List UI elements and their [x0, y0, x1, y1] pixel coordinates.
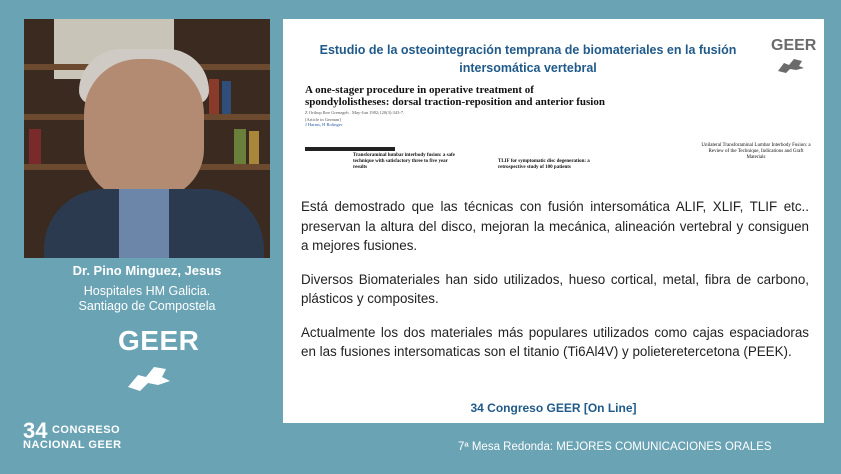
slide-title: [293, 41, 763, 77]
speaker-video: [24, 19, 270, 258]
spine-logo-icon: [774, 55, 808, 75]
book: [249, 131, 259, 164]
slide-logo-text: GEER: [771, 37, 817, 54]
paper-thumbnail: [701, 137, 811, 161]
congreso-word: NACIONAL GEER: [23, 439, 122, 451]
book: [209, 79, 219, 114]
paper-meta: [Article in German]: [305, 117, 341, 122]
paper-meta: Z Orthop Ihre Grenzgeb . May-Jun 1982;120(3):343-7.: [305, 110, 405, 115]
paper-title: A one-stager procedure in operative treatment of spondylolistheses: dorsal traction-reposition and anterior fusion: [305, 84, 605, 108]
book: [29, 129, 41, 164]
thumbnail-title: Transforaminal lumbar interbody fusion: a safe technique with satisfactory three to five year results: [353, 153, 455, 170]
slide-paragraph: Diversos Biomateriales han sido utilizados, hueso cortical, metal, fibra de carbono, plásticos y composites.: [301, 271, 809, 306]
congreso-word: CONGRESO: [51, 424, 121, 436]
congreso-badge: [23, 420, 122, 451]
paper-thumbnail: [305, 145, 455, 171]
geer-logo-text: GEER: [118, 325, 200, 356]
affiliation-line: Hospitales HM Galicia.: [83, 284, 211, 298]
speaker-face: [84, 59, 204, 199]
book: [234, 129, 246, 164]
paper-authors: J Harms, H Rolinger: [305, 122, 343, 127]
slide-paragraph: Está demostrado que las técnicas con fusión intersomática ALIF, XLIF, TLIF etc.. preservan la altura del disco, mejoran la mecánica, alineación vertebral y consiguen a mejores fusiones.: [301, 199, 809, 253]
slide-title-line: Estudio de la osteointegración temprana de biomateriales en la fusión: [319, 43, 737, 57]
thumbnail-title: Unilateral Transforaminal Lumbar Interbody Fusion: a Review of the Technique, Indications and Graft Materials: [701, 143, 811, 160]
session-title: 7ª Mesa Redonda: MEJORES COMUNICACIONES ORALES: [458, 441, 772, 453]
slide-title-line: intersomática vertebral: [459, 61, 597, 75]
thumbnail-title: TLIF for symptomatic disc degeneration: a retrospective study of 100 patients: [498, 159, 590, 170]
speaker-name: Dr. Pino Minguez, Jesus: [72, 263, 222, 278]
spine-logo-icon: [118, 357, 178, 397]
slide-body: [301, 197, 809, 376]
slide-paragraph: Actualmente los dos materiales más populares utilizados como cajas espaciadoras en las fusiones intersomaticas son el titanio (Ti6Al4V) y polieteretercetona (PEEK).: [301, 324, 809, 359]
affiliation-line: Santiago de Compostela: [78, 299, 216, 313]
speaker-affiliation: [24, 284, 270, 314]
presentation-slide: [283, 19, 824, 423]
thumbnail-header-bar: [305, 147, 395, 151]
speaker-shirt: [119, 189, 169, 258]
congreso-number: 34: [23, 418, 48, 443]
paper-citation-main: [305, 84, 605, 127]
slide-geer-logo: [771, 37, 817, 80]
geer-logo: [118, 325, 200, 402]
book: [222, 81, 231, 114]
paper-thumbnail: [498, 145, 618, 171]
slide-footer: 34 Congreso GEER [On Line]: [470, 401, 637, 415]
